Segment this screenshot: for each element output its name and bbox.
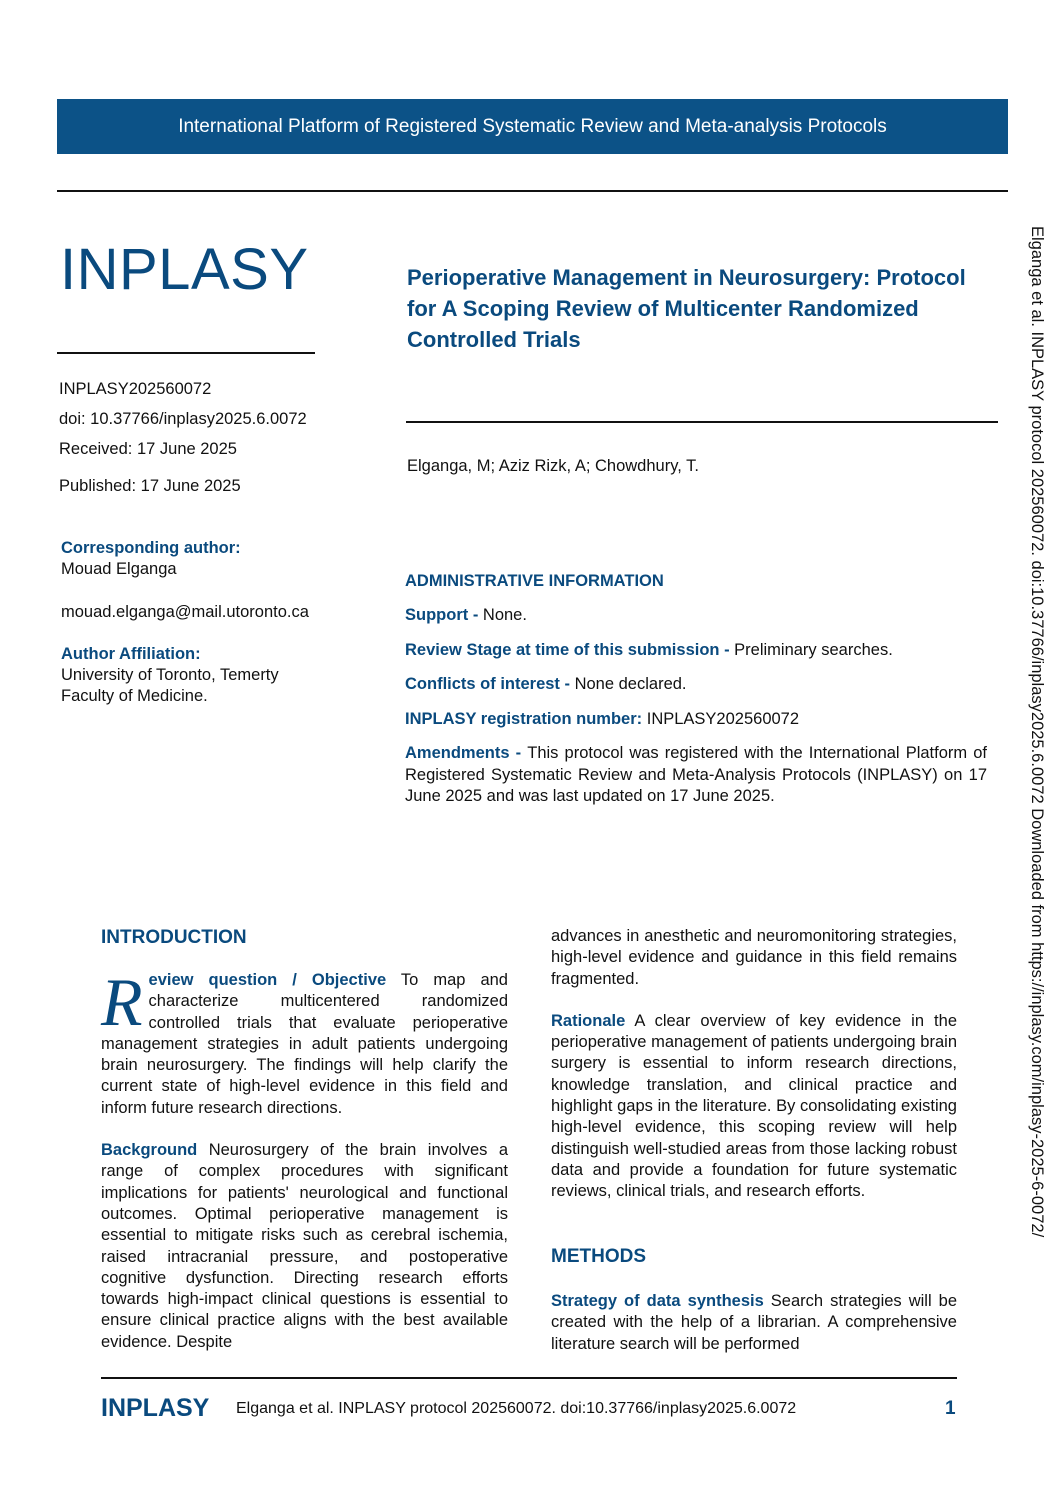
corresponding-name: Mouad Elganga bbox=[61, 560, 177, 578]
strategy-label: Strategy of data synthesis bbox=[551, 1292, 764, 1310]
footer-rule bbox=[101, 1377, 957, 1379]
conflicts-row bbox=[405, 674, 987, 696]
strategy-text: Search strategies will be created with the help of a librarian. A comprehensive literature search will be performed bbox=[551, 1292, 957, 1353]
strategy-paragraph bbox=[551, 1291, 957, 1355]
review-question-paragraph bbox=[101, 964, 508, 1119]
title-rule bbox=[406, 421, 998, 423]
stage-value: Preliminary searches. bbox=[734, 641, 893, 659]
support-label: Support - bbox=[405, 606, 483, 624]
author-affiliation bbox=[61, 644, 311, 707]
paper-title: Perioperative Management in Neurosurgery: Protocol for A Scoping Review of Multicenter Randomized Controlled Trials bbox=[407, 265, 966, 352]
support-value: None. bbox=[482, 606, 527, 624]
inplasy-logo: INPLASY bbox=[60, 237, 309, 302]
dropcap-letter: R bbox=[101, 964, 143, 1040]
received-date: Received: 17 June 2025 bbox=[59, 440, 237, 458]
regnum-row bbox=[405, 709, 987, 731]
rationale-paragraph bbox=[551, 1011, 957, 1203]
rationale-label: Rationale bbox=[551, 1011, 626, 1030]
stage-row bbox=[405, 640, 987, 662]
regnum-label: INPLASY registration number: bbox=[405, 710, 647, 728]
corresponding-email[interactable]: mouad.elganga@mail.utoronto.ca bbox=[61, 603, 309, 621]
affiliation-text: University of Toronto, Temerty Faculty of Medicine. bbox=[61, 666, 279, 705]
right-column-body bbox=[551, 926, 957, 1203]
banner-text: International Platform of Registered Systematic Review and Meta-analysis Protocols bbox=[178, 115, 887, 137]
background-text: Neurosurgery of the brain involves a range of complex procedures with significant implications for patients' neurological and functional outcomes. Optimal perioperative management is essential to mitigate risks such as cerebral ischemia, raised intracranial pressure, and postoperative cognitive dysfunction. Directing research efforts towards high-impact clinical questions is essential to ensure clinical practice aligns with the best available evidence. Despite bbox=[101, 1141, 508, 1351]
amendments-label: Amendments - bbox=[405, 744, 528, 762]
rationale-text: A clear overview of key evidence in the perioperative management of patients undergoing brain surgery is essential to inform research directions, knowledge translation, and clinical practice and highlight gaps in the literature. By consolidating existing high-level evidence, this scoping review will help distinguish well-studied areas from those lacking robust data and provide a foundation for future systematic reviews, clinical trials, and research efforts. bbox=[551, 1011, 957, 1201]
conflicts-value: None declared. bbox=[574, 675, 687, 693]
journal-banner bbox=[57, 99, 1008, 154]
corresponding-label: Corresponding author: bbox=[61, 539, 241, 557]
background-label: Background bbox=[101, 1141, 198, 1160]
corresponding-author bbox=[61, 538, 309, 623]
amendments-row bbox=[405, 743, 987, 808]
admin-heading: ADMINISTRATIVE INFORMATION bbox=[405, 572, 664, 590]
regnum-value: INPLASY202560072 bbox=[646, 710, 800, 728]
conflicts-label: Conflicts of interest - bbox=[405, 675, 575, 693]
vertical-citation: Elganga et al. INPLASY protocol 202560072. doi:10.37766/inplasy2025.6.0072 Downloaded from https://inplasy.com/inplasy-2025-6-0072/ bbox=[1028, 226, 1046, 1238]
review-question-text: To map and characterize multicentered randomized controlled trials that evaluate perioperative management strategies in adult patients undergoing brain neurosurgery. The findings will help clarify the current state of high-level evidence in this field and inform future research directions. bbox=[101, 971, 508, 1117]
stage-label: Review Stage at time of this submission - bbox=[405, 641, 735, 659]
introduction-heading: INTRODUCTION bbox=[101, 927, 247, 948]
background-continued: advances in anesthetic and neuromonitoring strategies, high-level evidence and guidance in this field remains fragmented. bbox=[551, 927, 957, 988]
background-paragraph bbox=[101, 1140, 508, 1353]
review-question-label: eview question / Objective bbox=[148, 971, 387, 989]
logo-rule bbox=[57, 352, 315, 354]
footer-citation: Elganga et al. INPLASY protocol 202560072. doi:10.37766/inplasy2025.6.0072 bbox=[236, 1400, 797, 1417]
protocol-id: INPLASY202560072 bbox=[59, 380, 212, 398]
published-date: Published: 17 June 2025 bbox=[59, 477, 241, 495]
page-number: 1 bbox=[945, 1398, 956, 1419]
top-rule bbox=[57, 190, 1008, 192]
left-column-body bbox=[101, 964, 508, 1353]
doi: doi: 10.37766/inplasy2025.6.0072 bbox=[59, 410, 307, 428]
amendments-value: This protocol was registered with the International Platform of Registered Systematic Review and Meta-Analysis Protocols (INPLASY) on 17 June 2025 and was last updated on 17 June 2025. bbox=[405, 744, 988, 805]
methods-heading: METHODS bbox=[551, 1246, 646, 1267]
authors: Elganga, M; Aziz Rizk, A; Chowdhury, T. bbox=[407, 457, 699, 475]
footer-logo: INPLASY bbox=[101, 1394, 210, 1422]
affiliation-label: Author Affiliation: bbox=[61, 645, 201, 663]
support-row bbox=[405, 605, 987, 627]
